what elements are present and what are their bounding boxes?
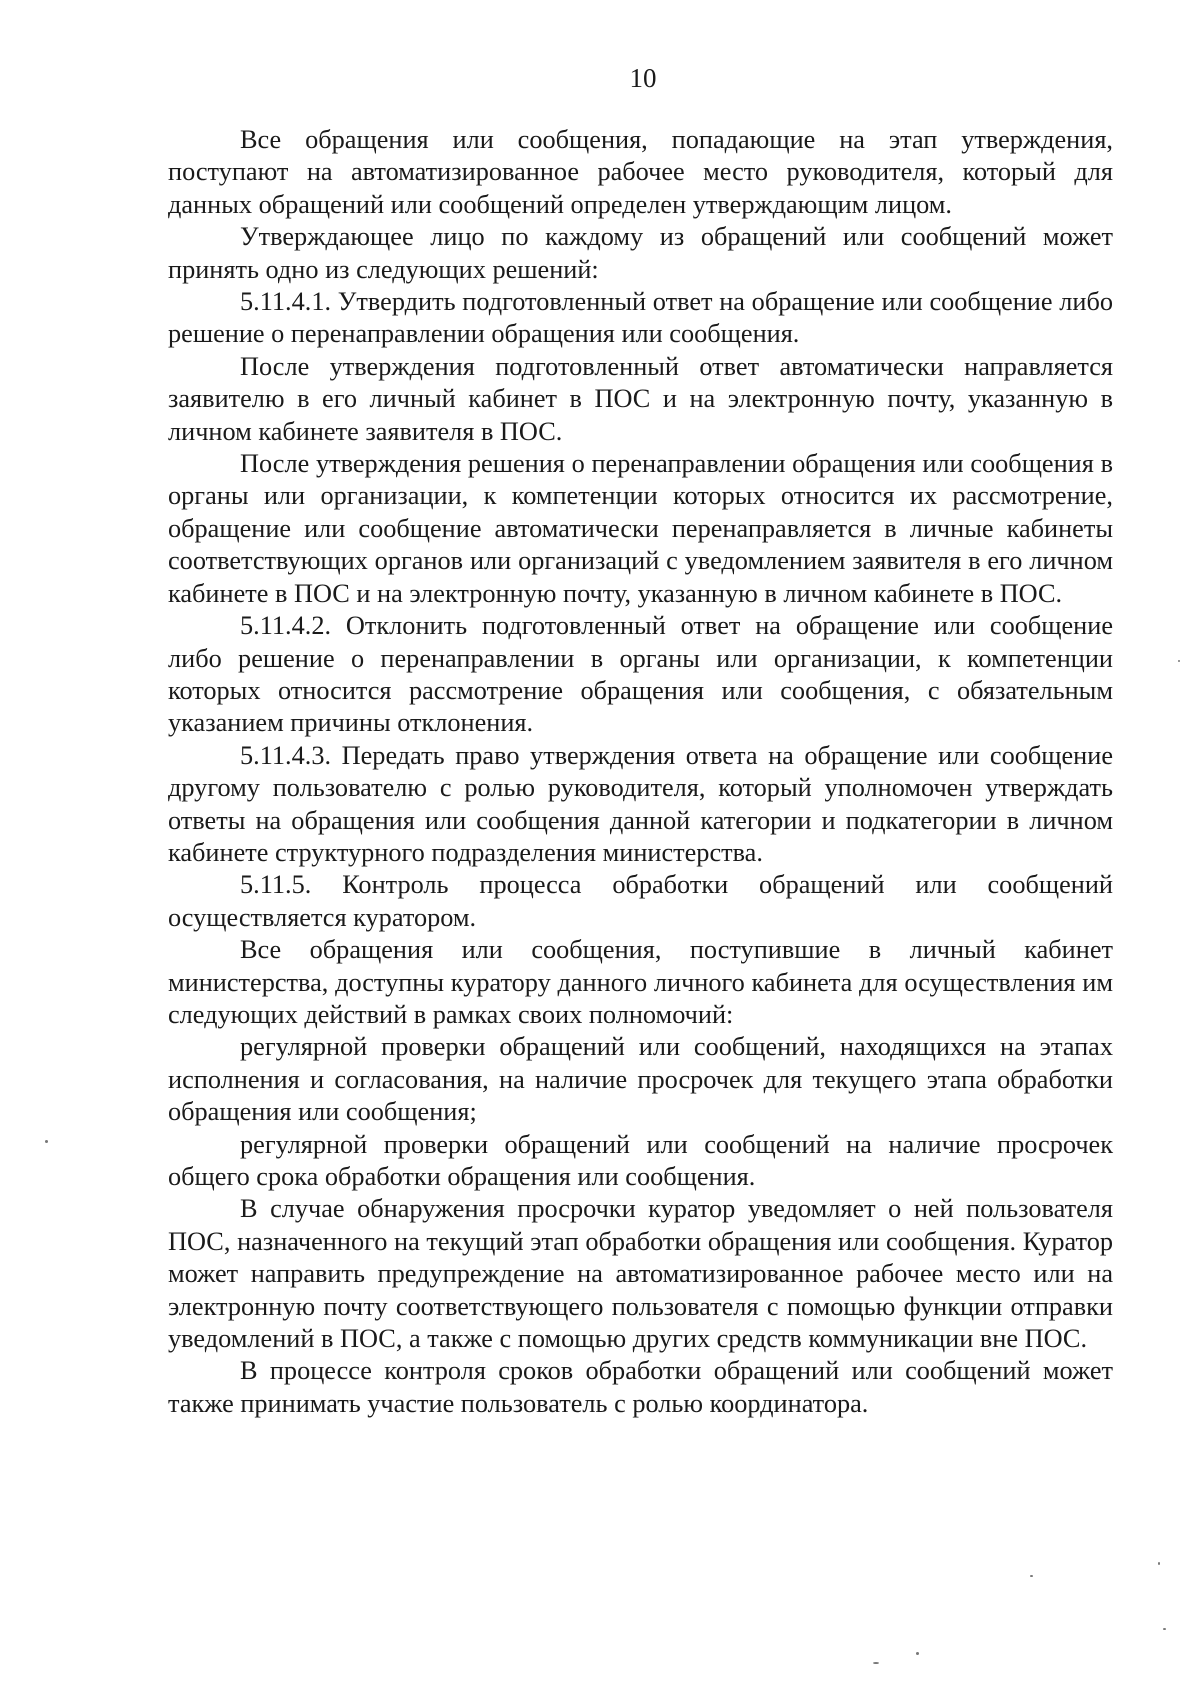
- scan-speck: [1158, 1562, 1160, 1565]
- paragraph: регулярной проверки обращений или сообщений на наличие просрочек общего срока обработки обращения или сообщения.: [168, 1129, 1113, 1191]
- paragraph: 5.11.4.3. Передать право утверждения ответа на обращение или сообщение другому пользователю с ролью руководителя, который уполномочен утверждать ответы на обращения или сообщения данной категории и подкатегории в личном кабинете структурного подразделения министерства.: [168, 740, 1113, 867]
- scan-speck: [1163, 1628, 1166, 1630]
- scan-speck: [1178, 660, 1180, 662]
- paragraph: регулярной проверки обращений или сообщений, находящихся на этапах исполнения и согласования, на наличие просрочек для текущего этапа обработки обращения или сообщения;: [168, 1032, 1113, 1127]
- scan-speck: [1030, 1575, 1033, 1577]
- paragraph: Утверждающее лицо по каждому из обращений или сообщений может принять одно из следующих решений:: [168, 222, 1113, 284]
- scan-speck: [45, 1140, 48, 1143]
- paragraph: После утверждения подготовленный ответ автоматически направляется заявителю в его личный кабинет в ПОС и на электронную почту, указанную в личном кабинете заявителя в ПОС.: [168, 351, 1113, 446]
- page-number: 10: [629, 63, 657, 93]
- paragraph: Все обращения или сообщения, попадающие на этап утверждения, поступают на автоматизированное рабочее место руководителя, который для данных обращений или сообщений определен утверждающим лицом.: [168, 125, 1113, 219]
- paragraph: В случае обнаружения просрочки куратор уведомляет о ней пользователя ПОС, назначенного на текущий этап обработки обращения или сообщения. Куратор может направить предупреждение на автоматизированное рабочее место или на электронную почту соответствующего пользователя с помощью функции отправки уведомлений в ПОС, а также с помощью других средств коммуникации вне ПОС.: [168, 1194, 1113, 1354]
- paragraph: В процессе контроля сроков обработки обращений или сообщений может также принимать участие пользователь с ролью координатора.: [168, 1356, 1113, 1418]
- scan-speck: [916, 1652, 919, 1655]
- paragraph: Все обращения или сообщения, поступившие в личный кабинет министерства, доступны куратору данного личного кабинета для осуществления им следующих действий в рамках своих полномочий:: [168, 935, 1113, 1029]
- paragraph: 5.11.5. Контроль процесса обработки обращений или сообщений осуществляется куратором.: [168, 870, 1113, 932]
- paragraph: После утверждения решения о перенаправлении обращения или сообщения в органы или организации, к компетенции которых относится их рассмотрение, обращение или сообщение автоматически перенаправляется в личные кабинеты соответствующих органов или организаций с уведомлением заявителя в его личном кабинете в ПОС и на электронную почту, указанную в личном кабинете в ПОС.: [168, 449, 1113, 608]
- document-body: [168, 124, 1113, 1420]
- paragraph: 5.11.4.1. Утвердить подготовленный ответ на обращение или сообщение либо решение о перенаправлении обращения или сообщения.: [168, 287, 1113, 349]
- paragraph: 5.11.4.2. Отклонить подготовленный ответ на обращение или сообщение либо решение о перенаправлении в органы или организации, к компетенции которых относится рассмотрение обращения или сообщения, с обязательным указанием причины отклонения.: [168, 611, 1113, 738]
- scan-speck: [873, 1662, 879, 1664]
